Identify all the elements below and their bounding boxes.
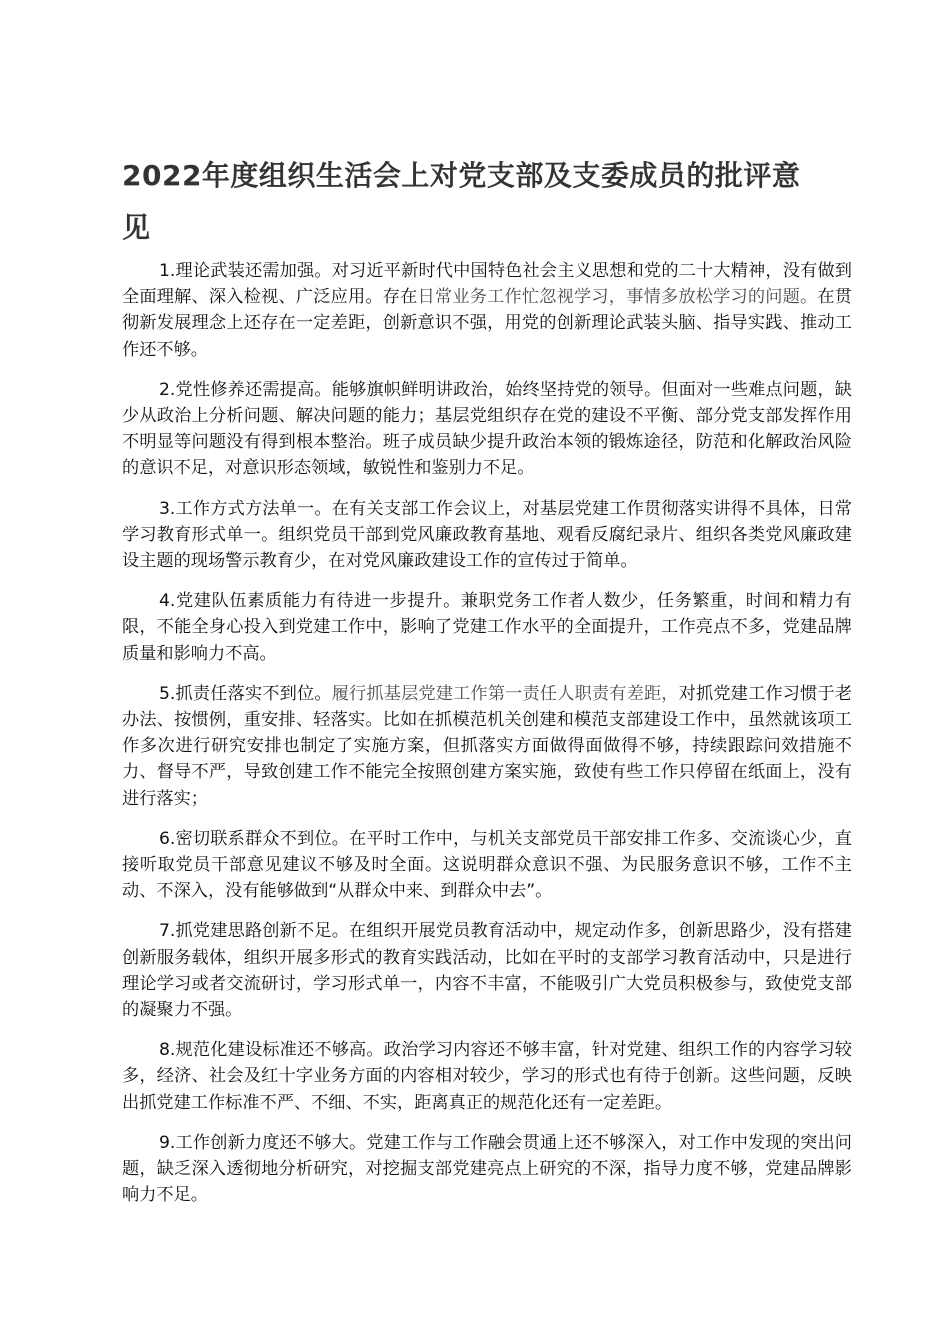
paragraph-text: 对习近平新时代中国特色社会主义思想和党的二十大精神，没有做到全面理解、深入检视、广泛应用。存在 (122, 261, 852, 308)
paragraph-text: 兼职党务工作者人数少，任务繁重，时间和精力有限，不能全身心投入到党建工作中，影响了党建工作水平的全面提升，工作亮点不多，党建品牌质量和影响力不高。 (122, 591, 852, 664)
document-title: 2022年度组织生活会上对党支部及支委成员的批评意见 (122, 159, 801, 244)
paragraph-8 (122, 1037, 852, 1116)
paragraph-text: 政治学习内容还不够丰富，针对党建、组织工作的内容学习较多，经济、社会及红十字业务方面的内容相对较少，学习的形式也有待于创新。这些问题，反映出抓党建工作标准不严、不细、不实，距离真正的规范化还有一定差距。 (122, 1040, 852, 1113)
paragraph-text: 在平时工作中，与机关支部党员干部安排工作多、交流谈心少，直接听取党员干部意见建议不够及时全面。这说明群众意识不强、为民服务意识不够，工作不主动、不深入，没有能够做到“从群众中来、到群众中去”。 (122, 828, 852, 902)
paragraph-6 (122, 826, 852, 905)
paragraph-text-highlight: 日常业务工作忙忽视学习，事情多放松学习的问题。 (417, 287, 818, 308)
paragraph-2 (122, 377, 852, 482)
paragraph-text-tail: 对抓党建工作习惯于老办法、按惯例，重安排、轻落实。比如在抓模范机关创建和模范支部建设工作中，虽然就该项工作多次进行研究安排也制定了实施方案，但抓落实方面做得面做得不够，持续跟踪问效措施不力、督导不严，导致创建工作不能完全按照创建方案实施，致使有些工作只停留在纸面上，没有进行落实； (122, 683, 852, 809)
paragraph-lead: 7.抓党建思路创新不足。 (159, 921, 350, 942)
document-body (122, 258, 852, 1223)
paragraph-7 (122, 918, 852, 1023)
paragraph-lead: 5.抓责任落实不到位。 (159, 683, 332, 704)
paragraph-text: 党建工作与工作融会贯通上还不够深入，对工作中发现的突出问题，缺乏深入透彻地分析研究，对挖掘支部党建亮点上研究的不深，指导力度不够，党建品牌影响力不足。 (122, 1132, 852, 1206)
paragraph-lead: 4.党建队伍素质能力有待进一步提升。 (159, 591, 461, 612)
paragraph-1 (122, 258, 852, 363)
paragraph-4 (122, 588, 852, 667)
paragraph-text-highlight: 履行抓基层党建工作第一责任人职责有差距， (331, 683, 679, 704)
paragraph-5 (122, 681, 852, 812)
paragraph-text: 在有关支部工作会议上，对基层党建工作贯彻落实讲得不具体，日常学习教育形式单一。组织党员干部到党风廉政教育基地、观看反腐纪录片、组织各类党风廉政建设主题的现场警示教育少，在对党风廉政建设工作的宣传过于简单。 (122, 498, 852, 572)
paragraph-lead: 1.理论武装还需加强。 (159, 261, 332, 281)
paragraph-text: 在组织开展党员教育活动中，规定动作多，创新思路少，没有搭建创新服务载体，组织开展多形式的教育实践活动，比如在平时的支部学习教育活动中，只是进行理论学习或者交流研讨，学习形式单一，内容不丰富，不能吸引广大党员积极参与，致使党支部的凝聚力不强。 (122, 921, 852, 1021)
paragraph-lead: 9.工作创新力度还不够大。 (159, 1132, 367, 1153)
paragraph-text-tail: 在贯彻新发展理念上还存在一定差距，创新意识不强，用党的创新理论武装头脑、指导实践、推动工作还不够。 (122, 287, 852, 360)
paragraph-lead: 2.党性修养还需提高。 (159, 379, 332, 400)
paragraph-lead: 3.工作方式方法单一。 (159, 498, 332, 519)
paragraph-lead: 8.规范化建设标准还不够高。 (159, 1040, 384, 1061)
paragraph-9 (122, 1130, 852, 1209)
paragraph-lead: 6.密切联系群众不到位。 (159, 828, 350, 849)
paragraph-text: 能够旗帜鲜明讲政治，始终坚持党的领导。但面对一些难点问题，缺少从政治上分析问题、解决问题的能力；基层党组织存在党的建设不平衡、部分党支部发挥作用不明显等问题没有得到根本整治。班子成员缺少提升政治本领的锻炼途径，防范和化解政治风险的意识不足，对意识形态领域，敏锐性和鉴别力不足。 (122, 379, 852, 479)
paragraph-3 (122, 496, 852, 575)
